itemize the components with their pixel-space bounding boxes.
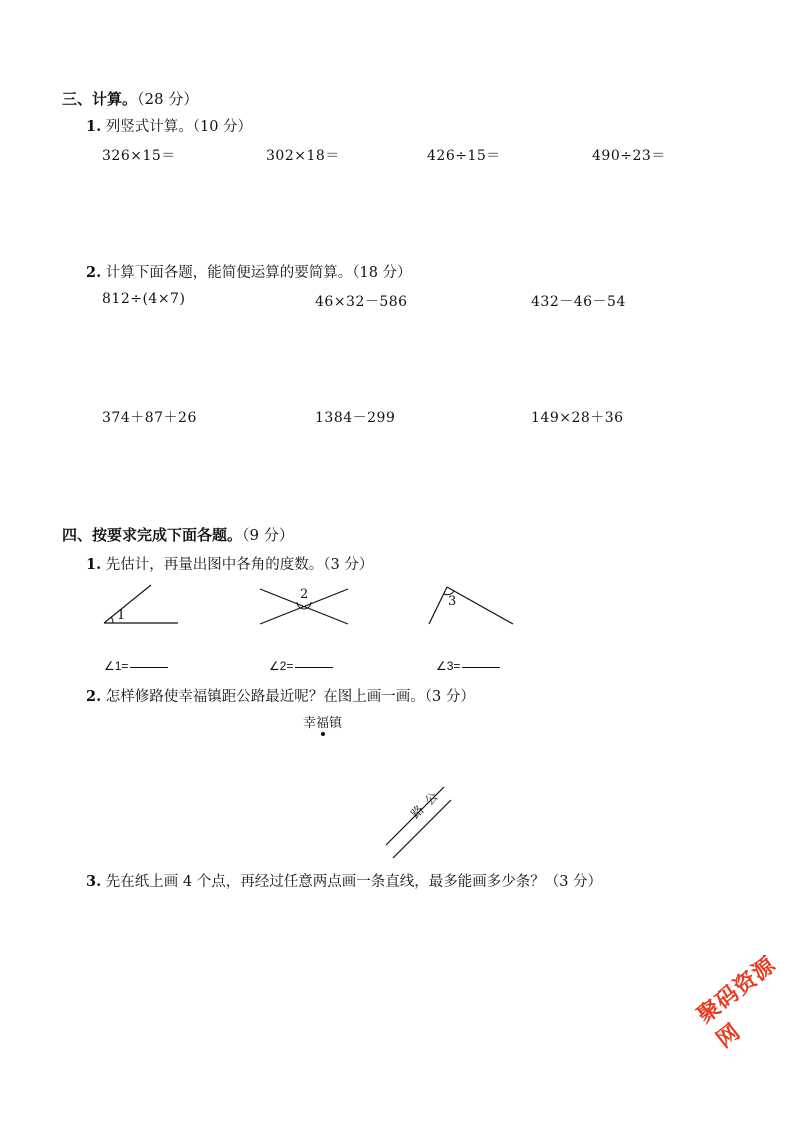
expression: 812÷(4×7) — [102, 291, 186, 307]
question-4-2-number: 2. — [86, 688, 102, 705]
answer-blank[interactable] — [462, 667, 500, 668]
expression: 326×15＝ — [102, 148, 176, 164]
section-4-title: 四、按要求完成下面各题。 — [62, 526, 243, 544]
question-3-2-text: 计算下面各题，能简便运算的要简算。 — [105, 265, 353, 281]
question-4-1-text: 先估计，再量出图中各角的度数。 — [105, 557, 324, 573]
road-label-2: 路 — [408, 802, 427, 822]
question-4-3-text: 先在纸上画 4 个点，再经过任意两点画一条直线，最多能画多少条？ — [105, 874, 545, 890]
angle-1-answer — [104, 659, 168, 673]
angle-2-answer — [269, 659, 333, 673]
question-4-3-points: （3 分） — [544, 874, 603, 890]
expression: 1384－299 — [315, 410, 396, 426]
section-3-points: （28 分） — [137, 90, 199, 108]
answer-blank[interactable] — [130, 667, 168, 668]
section-4-points: （9 分） — [242, 526, 294, 544]
angle-1-label: 1 — [117, 608, 126, 623]
question-4-1-number: 1. — [86, 556, 102, 573]
angle-3-answer — [436, 659, 500, 673]
section-3-title: 三、计算。 — [62, 90, 138, 108]
question-3-1-text: 列竖式计算。 — [105, 119, 193, 135]
road-label-1: 公 — [422, 789, 441, 809]
question-4-3-number: 3. — [86, 873, 102, 890]
expression: 374＋87＋26 — [102, 410, 197, 426]
watermark: 聚码资源网 — [693, 952, 781, 1054]
angle-3-figure — [429, 587, 513, 624]
town-label: 幸福镇 — [303, 716, 343, 731]
question-4-3 — [86, 870, 602, 891]
expression: 46×32－586 — [315, 294, 408, 310]
angle-3-label: 3 — [448, 594, 457, 609]
angle-1-figure — [104, 585, 178, 623]
angle-2-answer-label: ∠2= — [269, 659, 294, 673]
expression: 432－46－54 — [531, 294, 626, 310]
answer-blank[interactable] — [295, 667, 333, 668]
angle-3-answer-label: ∠3= — [436, 659, 461, 673]
question-4-2-points: （3 分） — [424, 689, 475, 705]
expression: 302×18＝ — [266, 148, 340, 164]
angle-1-answer-label: ∠1= — [104, 659, 129, 673]
question-4-2 — [86, 685, 475, 706]
expression: 490÷23＝ — [592, 148, 666, 164]
expression: 426÷15＝ — [427, 148, 501, 164]
question-3-1-points: （10 分） — [192, 119, 253, 135]
question-3-2-points: （18 分） — [352, 265, 412, 281]
question-3-2-number: 2. — [86, 264, 102, 281]
question-4-1-points: （3 分） — [323, 557, 374, 573]
question-4-2-text: 怎样修路使幸福镇距公路最近呢？在图上画一画。 — [105, 689, 425, 705]
expression: 149×28＋36 — [531, 410, 624, 426]
question-3-1-number: 1. — [86, 118, 102, 135]
town-point — [321, 732, 325, 736]
angle-2-label: 2 — [300, 587, 309, 602]
